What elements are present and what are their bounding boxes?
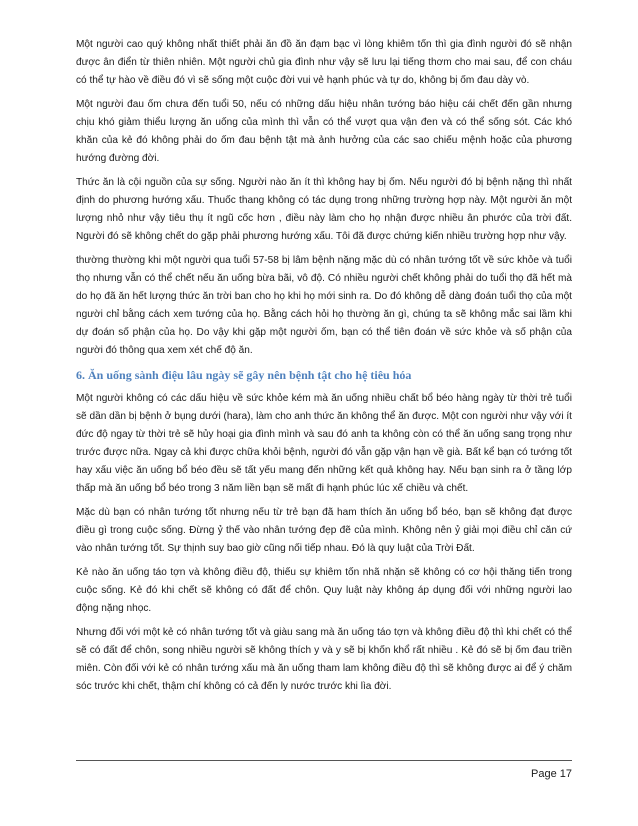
page-number: Page 17 [531,768,572,780]
paragraph: thường thường khi một người qua tuổi 57-58 bị lâm bệnh nặng mặc dù có nhân tướng tốt về sức khỏe và tuổi thọ nhưng vẫn có thể chết nếu ăn uống bừa bãi, vô độ. Có nhiều người chết không phải do tuổi thọ đã hết mà do họ đã ăn hết lượng thức ăn trời ban cho họ khi họ mới sinh ra. Do đó không dễ dàng đoán tuổi thọ của một người chỉ bằng cách xem tướng của họ. Bằng cách hỏi họ thường ăn gì, chúng ta sẽ không mắc sai lầm khi dự đoán số phận của họ. Do vậy khi gặp một người ốm, bạn có thể tiên đoán về sức khỏe và số phận của người đó thông qua xem xét chế độ ăn. [76,255,572,356]
paragraph: Mặc dù bạn có nhân tướng tốt nhưng nếu từ trẻ bạn đã ham thích ăn uống bổ béo, bạn sẽ không đạt được điều gì trong cuộc sống. Đừng ỷ thế vào nhân tướng đẹp đẽ của mình. Không nên ỷ giải mọi điều chỉ căn cứ vào nhân tướng tốt. Sự thịnh suy bao giờ cũng nối tiếp nhau. Đó là quy luật của Trời Đất. [76,507,572,554]
document-body [76,36,572,702]
footer-divider [76,760,572,761]
paragraph: Một người cao quý không nhất thiết phải ăn đồ ăn đạm bạc vì lòng khiêm tốn thì gia đình người đó sẽ nhận được ân điển từ thiên nhiên. Một người chủ gia đình như vậy sẽ lưu lại tiếng thơm cho mai sau, để con cháu có thể tự hào về điều đó vì sẽ sống một cuộc đời vui vẻ hạnh phúc và tự do, không bị ốm đau dày vò. [76,39,572,86]
section-heading: 6. Ăn uống sành điệu lâu ngày sẽ gây nên bệnh tật cho hệ tiêu hóa [76,368,412,382]
paragraph: Nhưng đối với một kẻ có nhân tướng tốt và giàu sang mà ăn uống táo tợn và không điều độ thì khi chết có thể sẽ có đất để chôn, song nhiều người sẽ không thích y và y sẽ bị khốn khổ rất nhiều . Kẻ đó sẽ bị ốm đau triền miên. Còn đối với kẻ có nhân tướng xấu mà ăn uống tham lam không điều độ thì sẽ không được ai để ý chăm sóc trước khi chết, thậm chí không có cả đến ly nước trước khi lìa đời. [76,627,572,692]
paragraph: Kẻ nào ăn uống táo tợn và không điều độ, thiếu sự khiêm tốn nhã nhặn sẽ không có cơ hội thăng tiến trong cuộc sống. Kẻ đó khi chết sẽ không có đất để chôn. Quy luật này không áp dụng đối với những người lao động nặng nhọc. [76,567,572,614]
paragraph: Thức ăn là cội nguồn của sự sống. Người nào ăn ít thì không hay bị ốm. Nếu người đó bị bệnh nặng thì nhất định do phương hướng xấu. Thuốc thang không có tác dụng trong những trường hợp này. Một người ăn một lượng nhỏ như vậy tiêu thụ ít ngũ cốc hơn , điều này làm cho họ nhận được nhiều ân phước của trời đất. Người đó sẽ không chết do gặp phải phương hướng xấu. Tôi đã được chứng kiến nhiều trường hợp như vậy. [76,177,572,242]
paragraph: Một người đau ốm chưa đến tuổi 50, nếu có những dấu hiệu nhân tướng báo hiệu cái chết đến gần nhưng chịu khó giảm thiểu lượng ăn uống của mình thì vẫn có thể vượt qua vận đen và có thể sống sót. Các khó khăn của kẻ đó không phải do ốm đau bệnh tật mà ảnh hưởng của các sao chiếu mệnh hoặc của phương hướng đường đời. [76,99,572,164]
page-footer [76,760,572,783]
paragraph: Một người không có các dấu hiệu về sức khỏe kém mà ăn uống nhiều chất bổ béo hàng ngày từ thời trẻ tuổi sẽ dần dần bị bệnh ở bụng dưới (hara), làm cho anh thức ăn không thể ăn được. Một con người như vậy với ít đức độ ngay từ thời trẻ sẽ hủy hoại gia đình mình và sau đó anh ta không còn có thể ăn uống sang trọng như trước được nữa. Ngay cả khi được chữa khỏi bệnh, người đó vẫn gặp vận hạn về già. Bất kể bạn có tướng tốt hay xấu việc ăn uống bổ béo đều sẽ tất yếu mang đến những kết quả không hay. Nếu bạn sinh ra ở tầng lớp thấp mà ăn uống bổ béo trong 3 năm liền bạn sẽ mất đi hạnh phúc lúc xế chiều và chết. [76,393,572,494]
